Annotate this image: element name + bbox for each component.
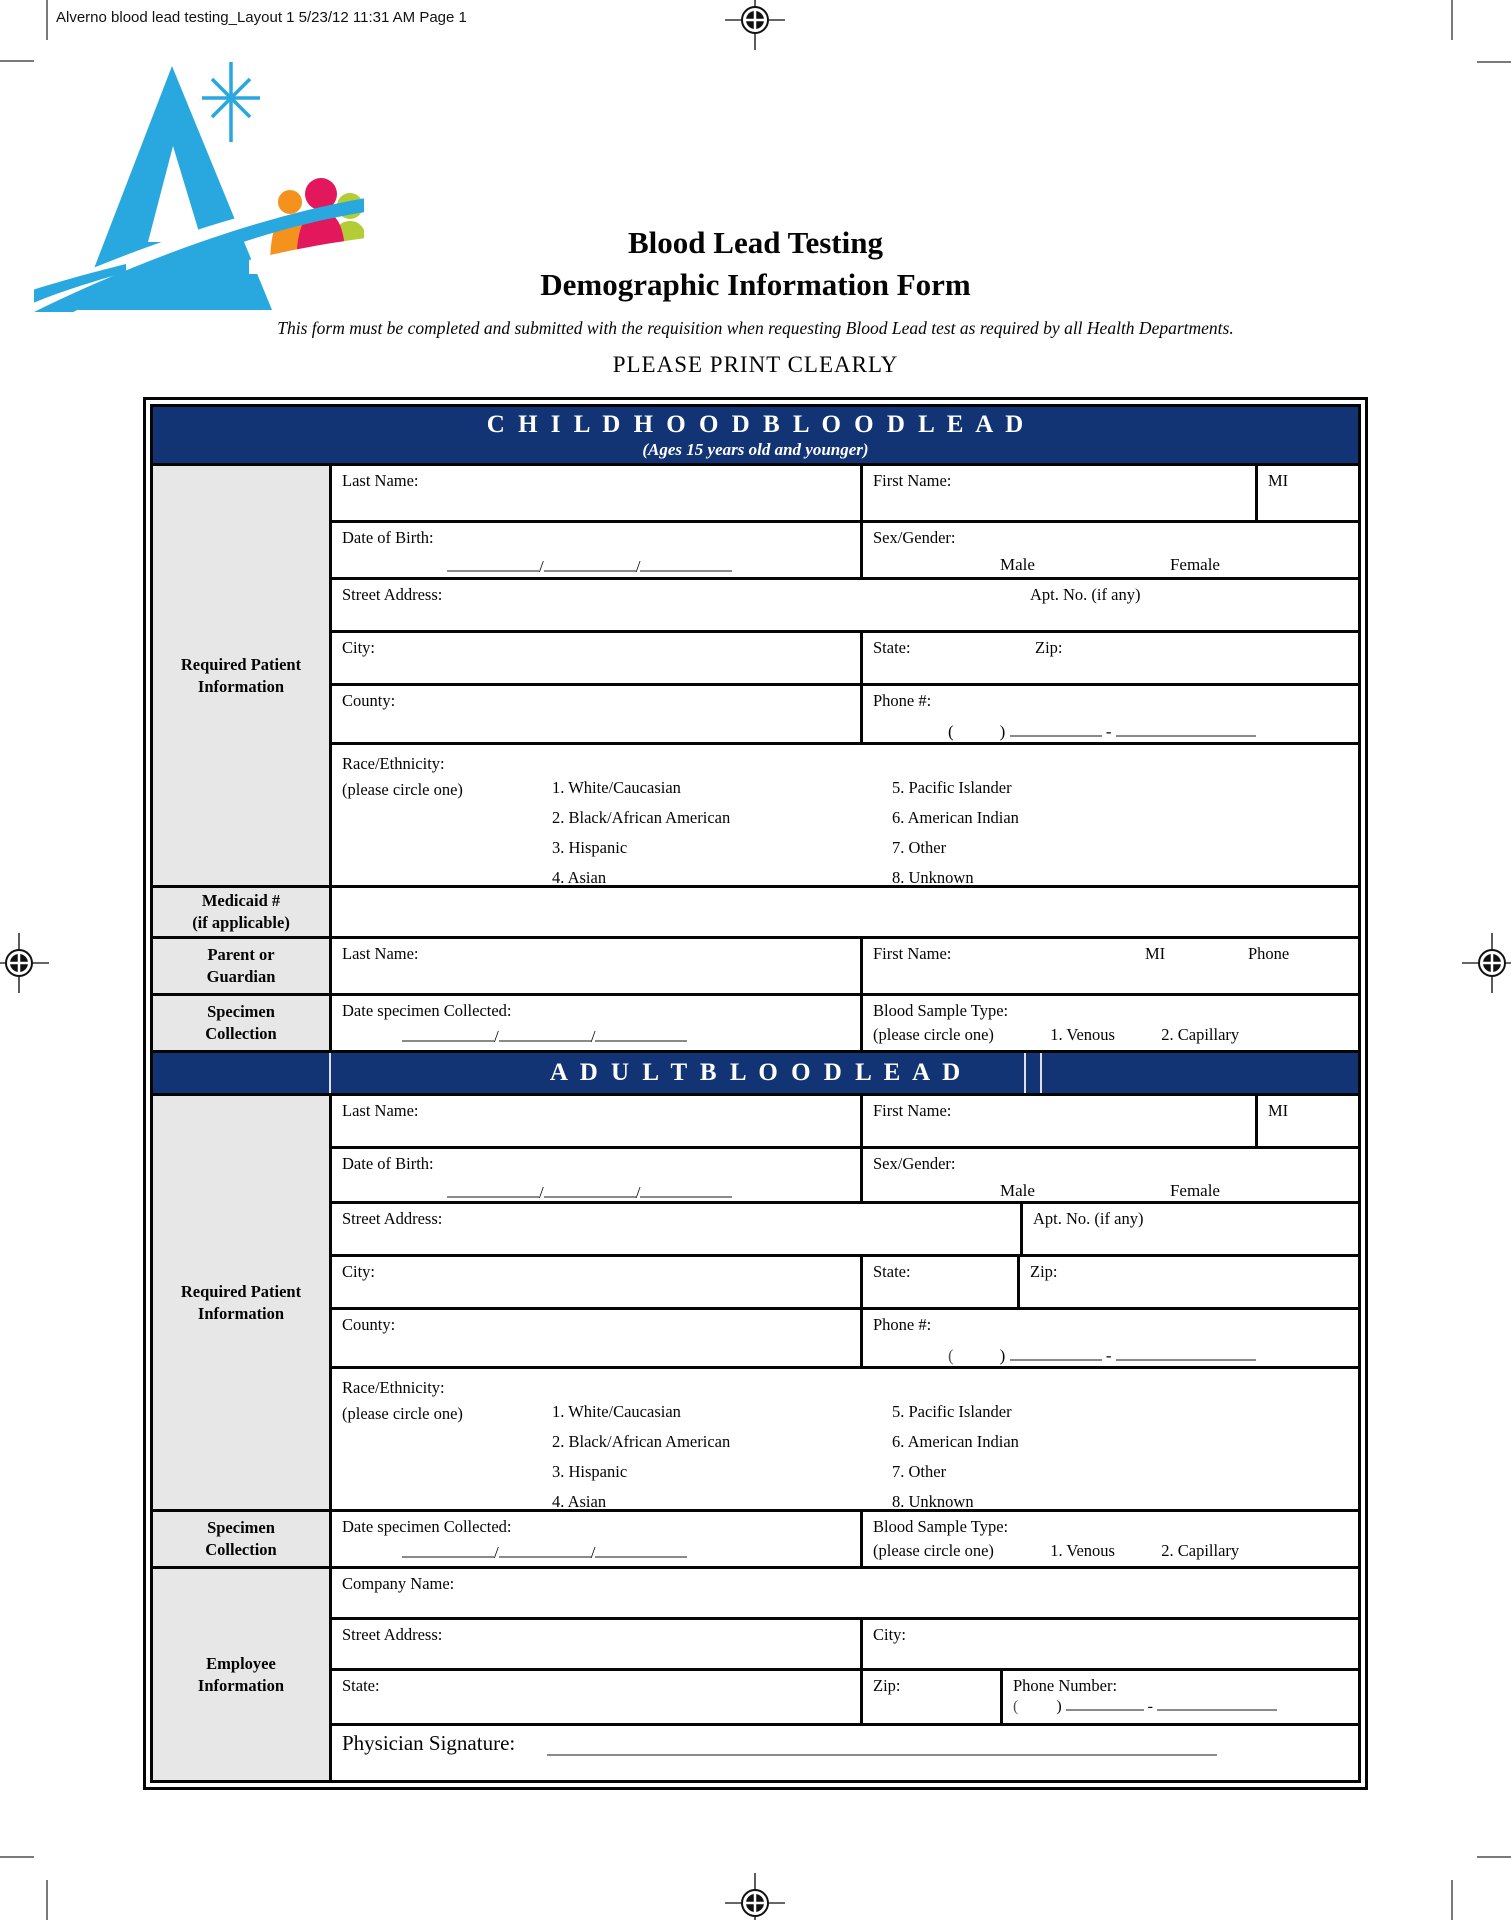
childhood-race-row <box>332 745 1358 885</box>
apt-no-label: Apt. No. (if any) <box>1030 585 1141 604</box>
crop-mark <box>0 60 34 62</box>
date-specimen-field: Date specimen Collected: / / <box>332 996 860 1050</box>
last-name-field: Last Name: <box>342 1101 419 1120</box>
crop-mark <box>0 1856 34 1858</box>
employee-phone-field: Phone Number: ( ) - <box>1000 1671 1358 1723</box>
phone-field: Phone #: ( ) - <box>860 686 1358 742</box>
company-name-field: Company Name: <box>342 1574 455 1593</box>
last-name-field: Last Name: <box>342 471 419 490</box>
dob-blank-line: / / <box>447 557 850 577</box>
dob-field: Date of Birth: / / <box>332 523 860 577</box>
sex-gender-field: Sex/Gender: Male Female <box>860 523 1358 577</box>
medicaid-number-field <box>332 888 1358 936</box>
sidebar-required-patient-info: Required Patient Information <box>153 1096 329 1509</box>
childhood-street-row <box>332 580 1358 630</box>
state-zip-field: State: Zip: <box>860 633 1358 683</box>
childhood-dob-row <box>332 523 1358 577</box>
childhood-name-row <box>332 466 1358 520</box>
race-options-col2: 5. Pacific Islander 6. American Indian 7. Other 8. Unknown <box>892 778 1019 887</box>
mi-field: MI <box>1255 466 1358 520</box>
adult-street-row <box>332 1204 1358 1254</box>
phone-blank-line: ( ) - <box>948 1346 1348 1366</box>
sex-options: Male Female <box>1000 555 1220 574</box>
registration-mark-icon <box>0 933 49 993</box>
adult-name-row <box>332 1096 1358 1146</box>
phone-blank-line: ( ) - <box>948 722 1348 742</box>
employee-street-field: Street Address: <box>342 1625 443 1644</box>
phone-field: Phone #: ( ) - <box>860 1310 1358 1366</box>
race-ethnicity-label: Race/Ethnicity: (please circle one) <box>342 754 463 799</box>
county-field: County: <box>342 691 396 710</box>
sidebar-specimen-collection: Specimen Collection <box>153 1512 329 1566</box>
adult-section-header <box>153 1053 1358 1093</box>
sidebar-required-patient-info: Required Patient Information <box>153 466 329 885</box>
first-name-field: First Name: <box>860 466 1255 520</box>
specimen-date-blank-line: / / <box>402 1027 850 1047</box>
parent-guardian-row <box>332 939 1358 993</box>
childhood-specimen-row <box>332 996 1358 1050</box>
city-field: City: <box>342 1262 376 1281</box>
title-line2: Demographic Information Form <box>540 267 971 302</box>
childhood-section-header <box>153 407 1358 463</box>
parent-mi-label: MI <box>1145 944 1166 963</box>
star-icon <box>202 62 260 142</box>
dob-field: Date of Birth: / / <box>332 1149 860 1201</box>
blood-sample-type-field: Blood Sample Type: (please circle one) 1. Venous 2. Capillary <box>860 996 1358 1050</box>
race-options-col1: 1. White/Caucasian 2. Black/African American 3. Hispanic 4. Asian <box>552 778 731 887</box>
adult-race-row <box>332 1369 1358 1509</box>
blood-lead-form-table <box>143 397 1368 1790</box>
adult-county-row <box>332 1310 1358 1366</box>
childhood-subtitle: (Ages 15 years old and younger) <box>642 440 869 459</box>
parent-first-name-field: First Name: MI Phone <box>860 939 1358 993</box>
first-name-field: First Name: <box>860 1096 1255 1146</box>
race-options-col2: 5. Pacific Islander 6. American Indian 7. Other 8. Unknown <box>892 1402 1019 1511</box>
crop-mark <box>1477 61 1511 63</box>
instruction-text: This form must be completed and submitted with the requisition when requesting Blood Lead test as required by all Health Departments. <box>277 318 1234 338</box>
physician-signature-row <box>332 1726 1358 1780</box>
company-name-row <box>332 1569 1358 1617</box>
parent-phone-label: Phone <box>1248 944 1290 963</box>
employee-city-field: City: <box>860 1620 1358 1668</box>
sidebar-specimen-collection: Specimen Collection <box>153 996 329 1050</box>
crop-mark <box>46 0 48 40</box>
sex-options: Male Female <box>1000 1181 1220 1200</box>
childhood-title: C H I L D H O O D B L O O D L E A D <box>486 411 1025 438</box>
blood-sample-options: (please circle one) 1. Venous 2. Capillary <box>873 1541 1240 1560</box>
childhood-city-row <box>332 633 1358 683</box>
county-field: County: <box>342 1315 396 1334</box>
blood-sample-options: (please circle one) 1. Venous 2. Capillary <box>873 1025 1240 1044</box>
physician-signature-line <box>547 1734 1217 1756</box>
city-field: City: <box>342 638 376 657</box>
sidebar-medicaid: Medicaid # (if applicable) <box>153 888 329 936</box>
zip-label: Zip: <box>1035 638 1063 657</box>
childhood-county-row <box>332 686 1358 742</box>
sex-gender-field: Sex/Gender: Male Female <box>860 1149 1358 1201</box>
phone-blank-line: ( ) - <box>1013 1696 1348 1716</box>
race-ethnicity-label: Race/Ethnicity: (please circle one) <box>342 1378 463 1423</box>
date-specimen-field: Date specimen Collected: / / <box>332 1512 860 1566</box>
street-address-field: Street Address: Apt. No. (if any) <box>342 585 1141 604</box>
race-options-col1: 1. White/Caucasian 2. Black/African American 3. Hispanic 4. Asian <box>552 1402 731 1511</box>
blood-sample-type-field: Blood Sample Type: (please circle one) 1. Venous 2. Capillary <box>860 1512 1358 1566</box>
crop-mark <box>1477 1856 1511 1858</box>
registration-mark-icon <box>1462 933 1511 993</box>
physician-signature-label: Physician Signature: <box>342 1731 516 1755</box>
crop-mark <box>1451 0 1453 40</box>
apt-no-field: Apt. No. (if any) <box>1020 1204 1358 1254</box>
employee-state-row <box>332 1671 1358 1723</box>
adult-dob-row <box>332 1149 1358 1201</box>
employee-zip-field: Zip: <box>860 1671 1000 1723</box>
specimen-date-blank-line: / / <box>402 1543 850 1563</box>
sidebar-employee-information: Employee Information <box>153 1569 329 1780</box>
crop-mark <box>1451 1880 1453 1920</box>
page-title <box>0 222 1511 306</box>
adult-city-row <box>332 1257 1358 1307</box>
print-clearly-text: PLEASE PRINT CLEARLY <box>612 352 899 377</box>
dob-blank-line: / / <box>447 1183 850 1203</box>
street-address-field: Street Address: <box>342 1209 443 1228</box>
adult-specimen-row <box>332 1512 1358 1566</box>
registration-mark-icon <box>725 1873 785 1920</box>
title-line1: Blood Lead Testing <box>628 225 883 260</box>
zip-field: Zip: <box>1017 1257 1358 1307</box>
parent-last-name-field: Last Name: <box>342 944 419 963</box>
state-field: State: <box>860 1257 1017 1307</box>
registration-mark-icon <box>725 0 785 50</box>
crop-mark <box>46 1880 48 1920</box>
sidebar-parent-guardian: Parent or Guardian <box>153 939 329 993</box>
employee-street-row <box>332 1620 1358 1668</box>
mi-field: MI <box>1255 1096 1358 1146</box>
document-meta-header: Alverno blood lead testing_Layout 1 5/23/12 11:31 AM Page 1 <box>56 9 467 26</box>
employee-state-field: State: <box>342 1676 380 1695</box>
adult-title: A D U L T B L O O D L E A D <box>549 1059 962 1086</box>
